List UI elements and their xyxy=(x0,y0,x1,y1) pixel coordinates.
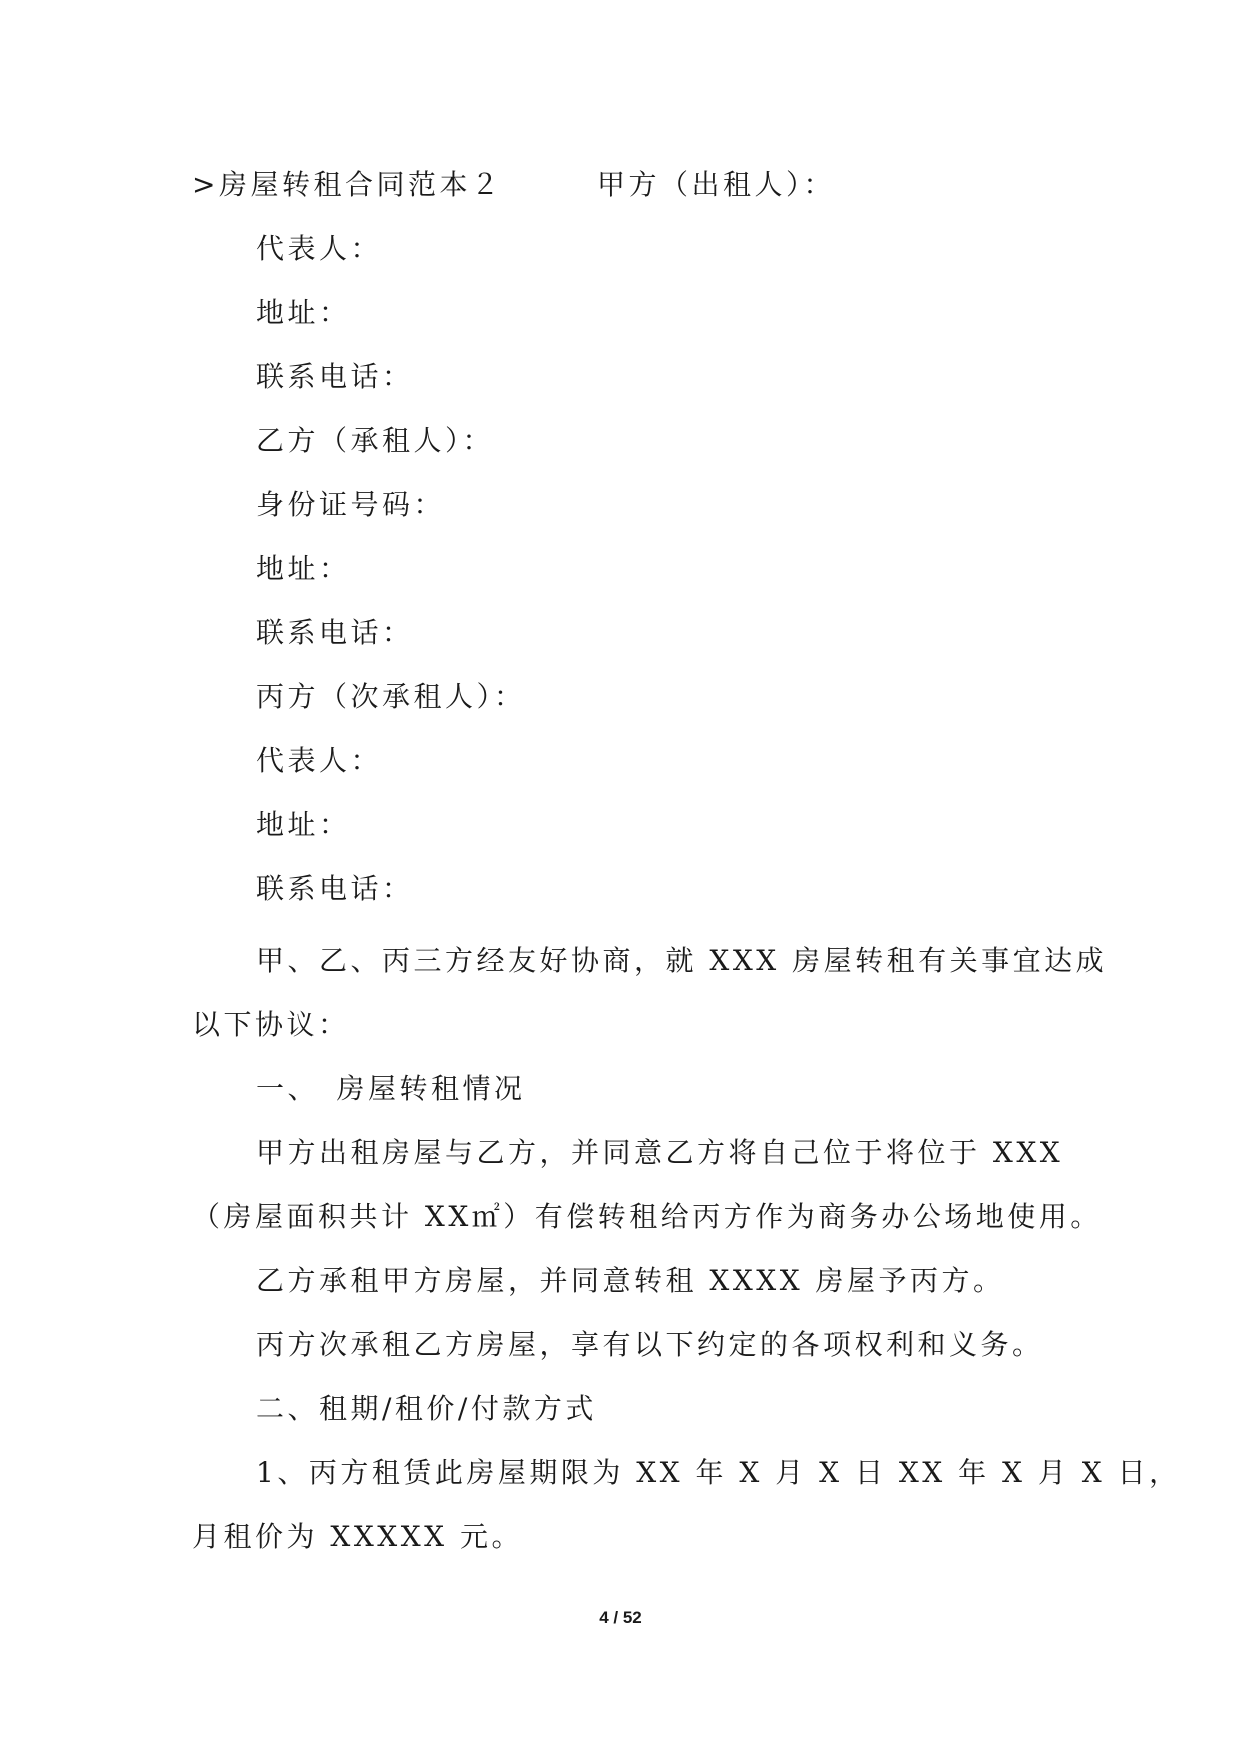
party-a-representative: 代表人： xyxy=(256,232,383,265)
party-c-address: 地址： xyxy=(256,808,351,841)
party-c-heading: 丙方（次承租人）： xyxy=(256,680,526,713)
page-number: 4 / 52 xyxy=(599,1608,642,1627)
section-1-title: 一、 房屋转租情况 xyxy=(256,1072,526,1105)
section-2-item-1-line-1: 1、丙方租赁此房屋期限为 XX 年 X 月 X 日 XX 年 X 月 X 日， xyxy=(256,1456,1181,1489)
section-2-item-1-line-2: 月租价为 XXXXX 元。 xyxy=(192,1520,523,1553)
party-b-heading: 乙方（承租人）： xyxy=(256,424,495,457)
section-1-paragraph-1-line-2: （房屋面积共计 XX㎡）有偿转租给丙方作为商务办公场地使用。 xyxy=(192,1200,1102,1233)
intro-paragraph-line-1: 甲、乙、丙三方经友好协商，就 XXX 房屋转租有关事宜达成 xyxy=(256,944,1108,977)
section-1-paragraph-2: 乙方承租甲方房屋，并同意转租 XXXX 房屋予丙方。 xyxy=(256,1264,1005,1297)
party-b-phone: 联系电话： xyxy=(256,616,414,649)
party-a-address: 地址： xyxy=(256,296,351,329)
party-b-id-number: 身份证号码： xyxy=(256,488,446,521)
intro-paragraph-line-2: 以下协议： xyxy=(192,1008,350,1041)
party-a-phone: 联系电话： xyxy=(256,360,414,393)
section-1-paragraph-1-line-1: 甲方出租房屋与乙方，并同意乙方将自己位于将位于 XXX xyxy=(256,1136,1064,1169)
section-2-title: 二、租期/租价/付款方式 xyxy=(256,1392,597,1425)
party-b-address: 地址： xyxy=(256,552,351,585)
party-c-representative: 代表人： xyxy=(256,744,383,777)
section-1-paragraph-3: 丙方次承租乙方房屋，享有以下约定的各项权利和义务。 xyxy=(256,1328,1044,1361)
party-c-phone: 联系电话： xyxy=(256,872,414,905)
header-line: >房屋转租合同范本２ 甲方（出租人）： xyxy=(192,168,835,201)
